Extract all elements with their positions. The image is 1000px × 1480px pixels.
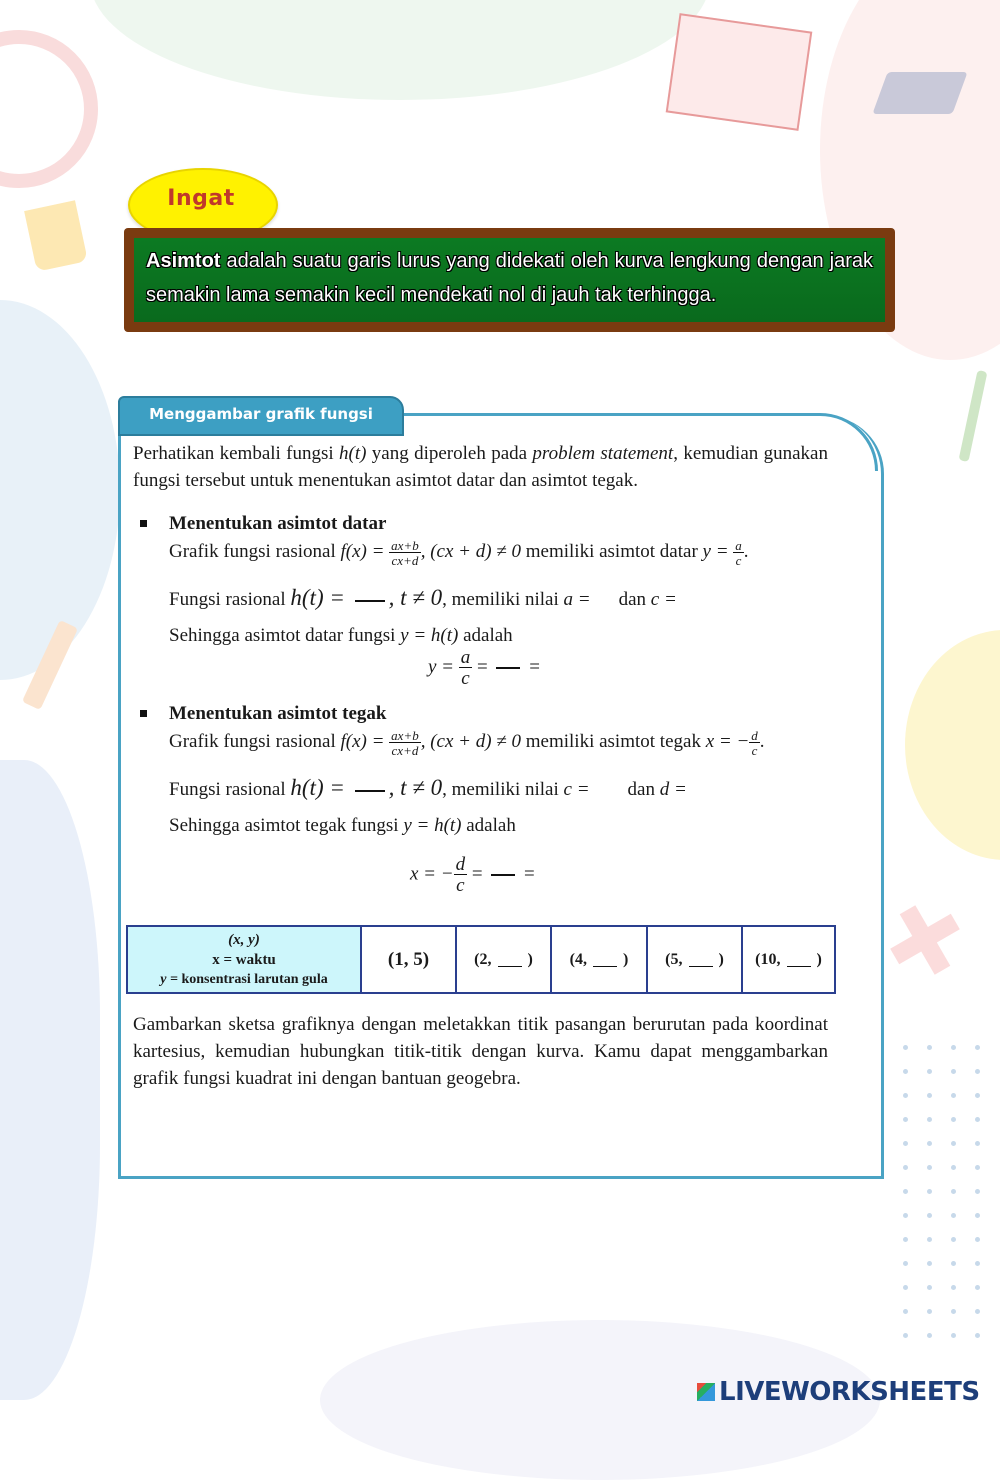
definition-term: Asimtot bbox=[146, 250, 221, 272]
bg-dot bbox=[903, 1261, 908, 1266]
bg-dot bbox=[903, 1117, 908, 1122]
table-cell-point[interactable] bbox=[455, 927, 550, 992]
point-blank[interactable] bbox=[787, 952, 811, 967]
bg-dot bbox=[927, 1189, 932, 1194]
table-header-y-var: y = bbox=[160, 971, 182, 987]
bg-dot bbox=[903, 1045, 908, 1050]
h-line1-text: Grafik fungsi rasional bbox=[169, 541, 341, 562]
h-rational-fraction bbox=[389, 539, 421, 567]
h-result-blank[interactable] bbox=[496, 667, 520, 669]
table-cell-point[interactable] bbox=[550, 927, 646, 992]
bg-dot bbox=[951, 1069, 956, 1074]
bg-blob-top bbox=[90, 0, 710, 100]
bg-dot bbox=[903, 1213, 908, 1218]
bg-dot bbox=[975, 1309, 980, 1314]
bg-dot bbox=[951, 1189, 956, 1194]
table-header-x: x = waktu bbox=[212, 951, 276, 968]
v-ht: h(t) = bbox=[290, 775, 351, 800]
calculator-icon bbox=[872, 72, 967, 114]
bg-dot bbox=[951, 1309, 956, 1314]
heading-vertical: Menentukan asimtot tegak bbox=[169, 703, 387, 724]
h-condition: , (cx + d) ≠ 0 bbox=[420, 541, 521, 562]
bg-dot bbox=[927, 1165, 932, 1170]
bg-dot bbox=[951, 1045, 956, 1050]
v-line2-text: Fungsi rasional bbox=[169, 779, 291, 800]
v-result-fraction bbox=[454, 855, 468, 895]
v-frac-den: cx+d bbox=[389, 742, 421, 757]
bg-dot bbox=[903, 1141, 908, 1146]
v-asym-num: d bbox=[751, 727, 758, 743]
v-result-blank[interactable] bbox=[491, 874, 515, 876]
v-line3-text-b: adalah bbox=[461, 815, 516, 836]
point-x: (5, bbox=[665, 950, 683, 968]
point-blank[interactable] bbox=[593, 952, 617, 967]
bg-blob-left-bottom bbox=[0, 760, 100, 1400]
horizontal-line3 bbox=[169, 622, 513, 649]
bg-dot bbox=[975, 1333, 980, 1338]
bg-dot bbox=[951, 1093, 956, 1098]
bg-dot bbox=[951, 1141, 956, 1146]
h-line3-eq: y = h(t) bbox=[400, 625, 459, 646]
bg-dot bbox=[903, 1237, 908, 1242]
v-line3-eq: y = h(t) bbox=[403, 815, 462, 836]
reminder-label: Ingat bbox=[167, 186, 235, 211]
v-line1-text-b: memiliki asimtot tegak bbox=[521, 731, 706, 752]
h-y: y = bbox=[702, 541, 734, 562]
bg-dot bbox=[951, 1333, 956, 1338]
h-fx: f(x) = bbox=[340, 541, 390, 562]
point-close: ) bbox=[816, 950, 822, 968]
bg-dot bbox=[975, 1069, 980, 1074]
intro-paragraph bbox=[133, 440, 828, 494]
h-result-fraction bbox=[459, 648, 473, 688]
h-asym-fraction bbox=[733, 539, 744, 567]
h-line1-text-b: memiliki asimtot datar bbox=[521, 541, 703, 562]
bg-dot bbox=[903, 1165, 908, 1170]
h-var-a: a = bbox=[563, 589, 591, 610]
h-var-c: c = bbox=[650, 589, 677, 610]
bg-dot bbox=[927, 1117, 932, 1122]
bg-blob-right-yellow bbox=[905, 630, 1000, 860]
bg-blob-left-top bbox=[0, 30, 98, 188]
bg-dot bbox=[951, 1213, 956, 1218]
v-line3-text: Sehingga asimtot tegak fungsi bbox=[169, 815, 404, 836]
point-x: (4, bbox=[569, 950, 587, 968]
point-x: (10, bbox=[755, 950, 781, 968]
h-result-den: c bbox=[459, 667, 473, 688]
bg-dot bbox=[927, 1237, 932, 1242]
table-header-xy: (x, y) bbox=[228, 931, 260, 948]
table-cell-point[interactable] bbox=[646, 927, 741, 992]
first-point: (1, 5) bbox=[387, 948, 430, 970]
bg-dot bbox=[903, 1093, 908, 1098]
h-ht: h(t) = bbox=[290, 585, 351, 610]
definition-body: adalah suatu garis lurus yang didekati oleh kurva lengkung dengan jarak semakin lama semakin kecil mendekati nol di jauh tak terhingga. bbox=[146, 250, 873, 306]
bullet-horizontal bbox=[140, 520, 147, 527]
definition-text bbox=[146, 244, 873, 312]
points-table bbox=[126, 925, 836, 994]
bg-dot bbox=[927, 1141, 932, 1146]
table-header-y bbox=[160, 970, 327, 990]
h-frac-num: ax+b bbox=[391, 537, 419, 553]
horizontal-line1: Grafik fungsi rasional f(x) = $\frac{ax+b}{cx+d}$ , (cx + d) ≠ 0 memiliki asimtot datar y = $\frac{a}{c}$ . bbox=[169, 537, 749, 568]
intro-text-3: , kemudian gunakan fungsi tersebut untuk menentukan asimtot datar dan asimtot tegak. bbox=[133, 443, 828, 491]
bg-dot bbox=[927, 1093, 932, 1098]
v-asym-den: c bbox=[749, 742, 760, 757]
bg-dot bbox=[975, 1093, 980, 1098]
v-var-d: d = bbox=[659, 779, 687, 800]
point-close: ) bbox=[527, 950, 533, 968]
math-book-icon bbox=[666, 13, 813, 131]
h-line2-text-b: , memiliki nilai bbox=[442, 589, 564, 610]
vertical-line2 bbox=[169, 774, 687, 803]
bg-dot bbox=[927, 1285, 932, 1290]
brand-name: LIVEWORKSHEETS bbox=[719, 1377, 980, 1407]
bg-dot bbox=[975, 1237, 980, 1242]
intro-function: h(t) bbox=[339, 443, 367, 464]
v-condition: , (cx + d) ≠ 0 bbox=[420, 731, 521, 752]
table-header-y-text: konsentrasi larutan gula bbox=[181, 971, 328, 987]
point-blank[interactable] bbox=[498, 952, 522, 967]
bg-dot bbox=[951, 1237, 956, 1242]
bg-dot bbox=[951, 1261, 956, 1266]
h-and: dan bbox=[618, 589, 651, 610]
horizontal-line2 bbox=[169, 584, 677, 613]
vertical-line1: Grafik fungsi rasional f(x) = $\frac{ax+b}{cx+d}$ , (cx + d) ≠ 0 memiliki asimtot tegak x = − $\frac{d}{c}$ . bbox=[169, 727, 765, 758]
h-frac-den: cx+d bbox=[389, 552, 421, 567]
h-asym-den: c bbox=[733, 552, 744, 567]
bg-dot bbox=[975, 1285, 980, 1290]
closing-paragraph: Gambarkan sketsa grafiknya dengan meletakkan titik pasangan berurutan pada koordinat kartesius, kemudian hubungkan titik-titik dengan kurva. Kamu dapat menggambarkan grafik fungsi kuadrat ini dengan bantuan geogebra. bbox=[133, 1014, 828, 1089]
table-header-cell bbox=[128, 927, 360, 992]
bg-dot bbox=[975, 1045, 980, 1050]
v-fx: f(x) = bbox=[340, 731, 390, 752]
intro-text-2: yang diperoleh pada bbox=[366, 443, 533, 464]
bg-dot bbox=[975, 1189, 980, 1194]
v-result-lhs: x = − bbox=[410, 863, 454, 885]
h-ht-blank[interactable] bbox=[355, 600, 385, 602]
v-var-c: c = bbox=[563, 779, 590, 800]
v-frac-num: ax+b bbox=[391, 727, 419, 743]
bg-dot bbox=[927, 1261, 932, 1266]
bg-dot bbox=[927, 1333, 932, 1338]
bg-dot bbox=[927, 1309, 932, 1314]
v-line1-text: Grafik fungsi rasional bbox=[169, 731, 341, 752]
v-result-num: d bbox=[455, 854, 466, 875]
bg-dot bbox=[975, 1117, 980, 1122]
v-t-cond: , t ≠ 0 bbox=[388, 775, 443, 800]
v-and: dan bbox=[627, 779, 660, 800]
vertical-result: x = − $\frac{d}{c}$ = = bbox=[410, 854, 535, 896]
v-asym-fraction bbox=[749, 729, 760, 757]
table-cell-point[interactable] bbox=[741, 927, 834, 992]
bg-dot bbox=[903, 1189, 908, 1194]
bg-dot bbox=[927, 1213, 932, 1218]
horizontal-result: y = $\frac{a}{c}$ = = bbox=[428, 647, 540, 689]
section-tab-title: Menggambar grafik fungsi bbox=[149, 405, 373, 423]
bg-dot bbox=[903, 1309, 908, 1314]
pencil-cup-icon bbox=[24, 200, 88, 271]
h-line3-text: Sehingga asimtot datar fungsi bbox=[169, 625, 401, 646]
point-close: ) bbox=[623, 950, 629, 968]
h-t-cond: , t ≠ 0 bbox=[388, 585, 443, 610]
bg-dot bbox=[903, 1333, 908, 1338]
point-x: (2, bbox=[474, 950, 492, 968]
point-close: ) bbox=[718, 950, 724, 968]
intro-text-1: Perhatikan kembali fungsi bbox=[133, 443, 340, 464]
h-result-num: a bbox=[460, 647, 471, 668]
h-line2-text: Fungsi rasional bbox=[169, 589, 291, 610]
intro-italic: problem statement bbox=[532, 443, 674, 464]
v-rational-fraction bbox=[389, 729, 421, 757]
bg-dot bbox=[951, 1117, 956, 1122]
pencil-icon bbox=[959, 370, 988, 462]
table-cell-first-point bbox=[360, 927, 455, 992]
bg-dot bbox=[903, 1069, 908, 1074]
bullet-vertical bbox=[140, 710, 147, 717]
brand-logo[interactable] bbox=[697, 1377, 980, 1407]
bg-dot bbox=[903, 1285, 908, 1290]
h-asym-num: a bbox=[735, 537, 742, 553]
bg-dot bbox=[951, 1285, 956, 1290]
h-result-lhs: y = bbox=[428, 656, 459, 678]
bg-dot bbox=[951, 1165, 956, 1170]
v-x: x = − bbox=[705, 731, 750, 752]
vertical-line3 bbox=[169, 812, 516, 839]
v-line2-text-b: , memiliki nilai bbox=[442, 779, 564, 800]
bg-dot bbox=[975, 1141, 980, 1146]
h-line3-text-b: adalah bbox=[458, 625, 513, 646]
bg-dot bbox=[975, 1261, 980, 1266]
bg-dot bbox=[975, 1213, 980, 1218]
v-ht-blank[interactable] bbox=[355, 790, 385, 792]
bg-dot bbox=[927, 1069, 932, 1074]
bg-dot bbox=[975, 1165, 980, 1170]
brand-icon bbox=[697, 1383, 715, 1401]
point-blank[interactable] bbox=[689, 952, 713, 967]
v-result-den: c bbox=[454, 874, 468, 895]
bg-dot bbox=[927, 1045, 932, 1050]
heading-horizontal: Menentukan asimtot datar bbox=[169, 513, 387, 534]
